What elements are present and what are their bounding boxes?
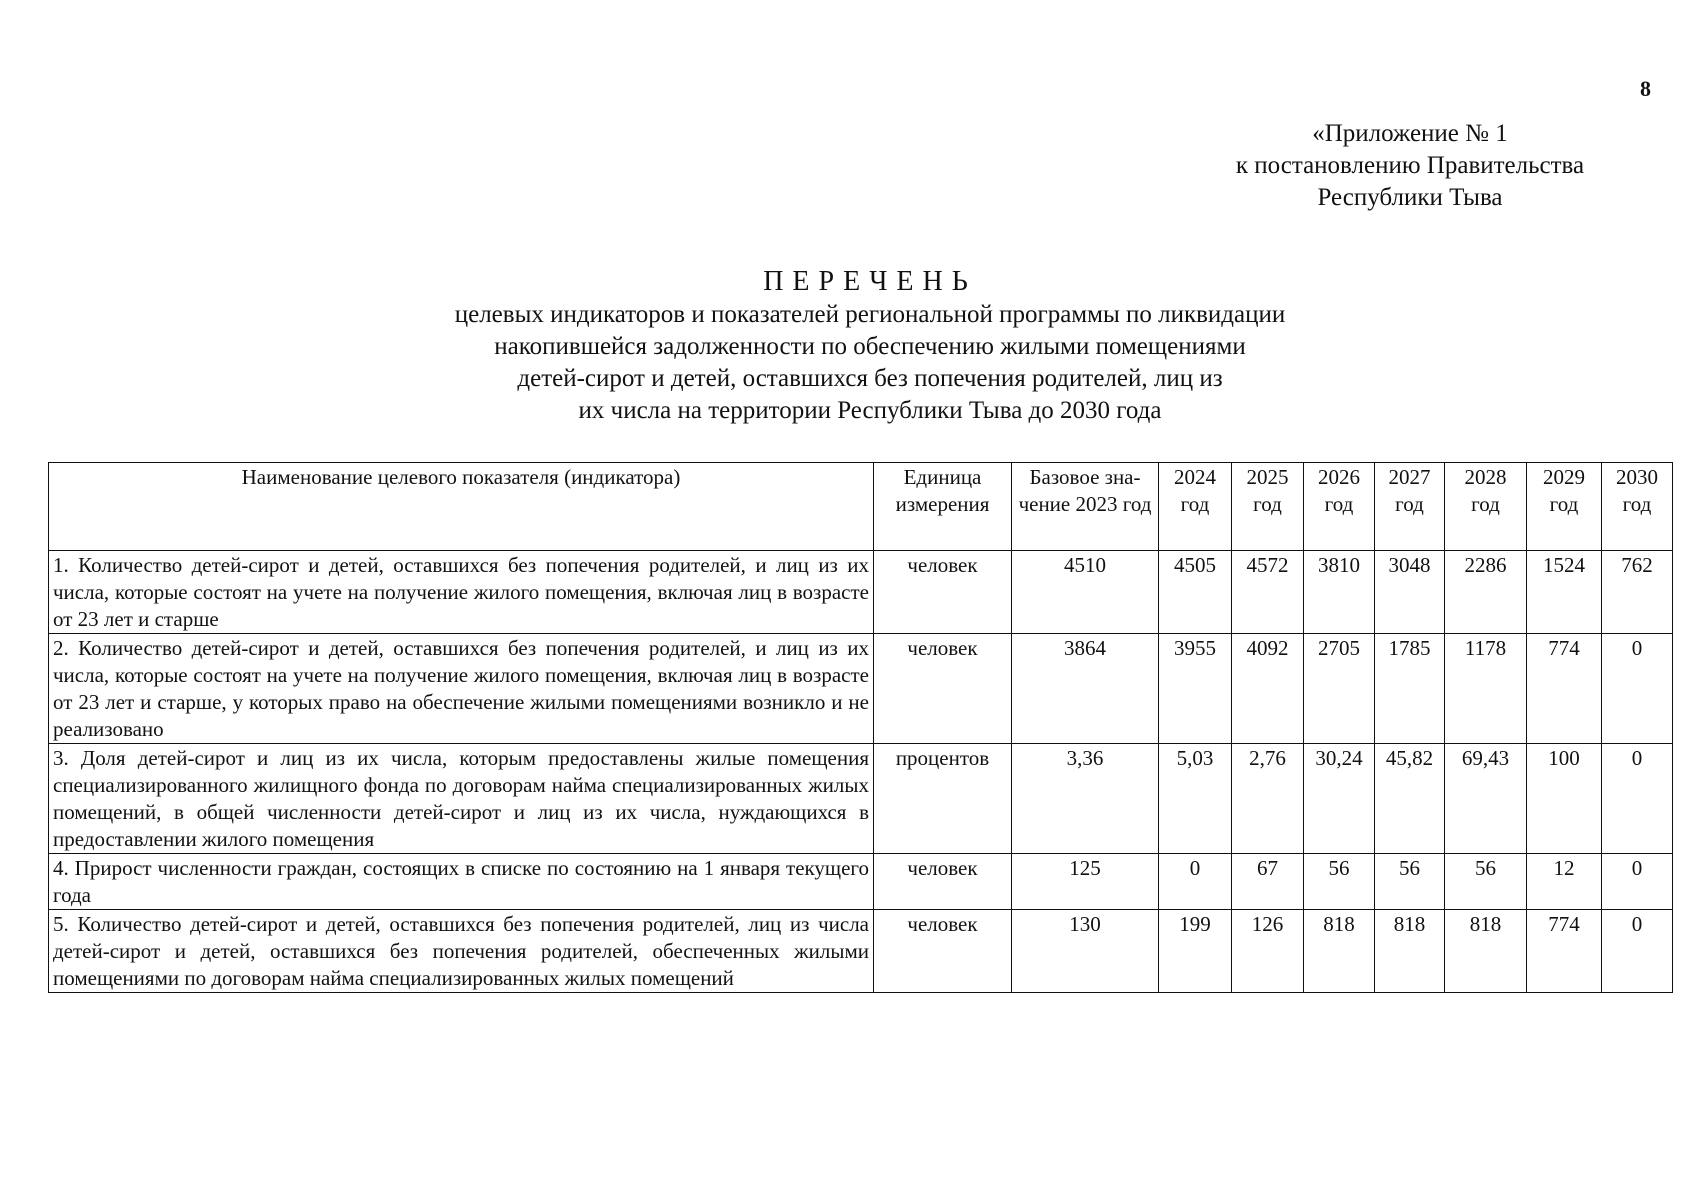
indicator-name: 5. Количество детей-сирот и детей, оставшихся без попечения родителей, лиц из числа детей-сирот и детей, оставшихся без попечения родителей, обеспеченных жилыми помещениями по договорам найма специализированных жилых помещений — [49, 910, 874, 993]
value-2030: 762 — [1602, 551, 1673, 634]
header-year-2027: 2027 год — [1375, 463, 1445, 551]
value-2024: 5,03 — [1159, 744, 1232, 854]
value-2024: 3955 — [1159, 634, 1232, 744]
header-unit: Единица измерения — [874, 463, 1012, 551]
value-2024: 0 — [1159, 854, 1232, 910]
value-base-2023: 130 — [1012, 910, 1159, 993]
indicator-unit: человек — [874, 854, 1012, 910]
value-2029: 100 — [1527, 744, 1602, 854]
appendix-line-3: Республики Тыва — [1317, 184, 1503, 211]
value-2026: 2705 — [1304, 634, 1375, 744]
value-2028: 2286 — [1445, 551, 1527, 634]
appendix-header — [1150, 118, 1670, 214]
value-2030: 0 — [1602, 744, 1673, 854]
header-year-2030: 2030 год — [1602, 463, 1673, 551]
value-base-2023: 125 — [1012, 854, 1159, 910]
title-line-4: их числа на территории Республики Тыва до 2030 года — [578, 397, 1162, 424]
appendix-line-2: к постановлению Правительства — [1235, 152, 1585, 179]
header-year-2024: 2024 год — [1159, 463, 1232, 551]
indicator-unit: человек — [874, 910, 1012, 993]
table-header-row — [49, 463, 1673, 551]
value-2030: 0 — [1602, 854, 1673, 910]
value-base-2023: 4510 — [1012, 551, 1159, 634]
header-base-value: Базовое зна-чение 2023 год — [1012, 463, 1159, 551]
indicator-name: 3. Доля детей-сирот и лиц из их числа, которым предоставлены жилые помещения специализированного жилищного фонда по договорам найма специализированных жилых помещений, в общей численности детей-сирот и лиц из их числа, нуждающихся в предоставлении жилого помещения — [49, 744, 874, 854]
indicator-name: 4. Прирост численности граждан, состоящих в списке по состоянию на 1 января текущего года — [49, 854, 874, 910]
header-year-2028: 2028 год — [1445, 463, 1527, 551]
value-2025: 4572 — [1232, 551, 1304, 634]
page-number: 8 — [1640, 76, 1651, 101]
header-year-2026: 2026 год — [1304, 463, 1375, 551]
value-2025: 2,76 — [1232, 744, 1304, 854]
value-2030: 0 — [1602, 910, 1673, 993]
value-2026: 30,24 — [1304, 744, 1375, 854]
value-2027: 818 — [1375, 910, 1445, 993]
value-2027: 56 — [1375, 854, 1445, 910]
value-2026: 818 — [1304, 910, 1375, 993]
value-2028: 56 — [1445, 854, 1527, 910]
value-2026: 56 — [1304, 854, 1375, 910]
value-2026: 3810 — [1304, 551, 1375, 634]
title-line-2: накопившейся задолженности по обеспечению жилыми помещениями — [494, 333, 1246, 360]
value-2024: 199 — [1159, 910, 1232, 993]
indicator-name: 2. Количество детей-сирот и детей, оставшихся без попечения родителей, и лиц из их числа, которые состоят на учете на получение жилого помещения, включая лиц в возрасте от 23 лет и старше, у которых право на обеспечение жилыми помещениями возникло и не реализовано — [49, 634, 874, 744]
value-2025: 67 — [1232, 854, 1304, 910]
title-line-3: детей-сирот и детей, оставшихся без попечения родителей, лиц из — [517, 365, 1223, 392]
value-2027: 1785 — [1375, 634, 1445, 744]
indicator-unit: человек — [874, 551, 1012, 634]
title-main: ПЕРЕЧЕНЬ — [763, 266, 977, 297]
table-row — [49, 744, 1673, 854]
indicator-unit: процентов — [874, 744, 1012, 854]
header-year-2025: 2025 год — [1232, 463, 1304, 551]
value-2028: 1178 — [1445, 634, 1527, 744]
value-2024: 4505 — [1159, 551, 1232, 634]
value-2028: 818 — [1445, 910, 1527, 993]
value-2029: 1524 — [1527, 551, 1602, 634]
value-2029: 774 — [1527, 910, 1602, 993]
indicator-name: 1. Количество детей-сирот и детей, оставшихся без попечения родителей, и лиц из их числа, которые состоят на учете на получение жилого помещения, включая лиц в возрасте от 23 лет и старше — [49, 551, 874, 634]
value-2025: 4092 — [1232, 634, 1304, 744]
header-indicator-name: Наименование целевого показателя (индикатора) — [49, 463, 874, 551]
document-title — [300, 265, 1440, 427]
table-row — [49, 634, 1673, 744]
indicators-table — [48, 462, 1673, 993]
value-2029: 12 — [1527, 854, 1602, 910]
table-row — [49, 551, 1673, 634]
table-row — [49, 910, 1673, 993]
value-2029: 774 — [1527, 634, 1602, 744]
value-base-2023: 3,36 — [1012, 744, 1159, 854]
value-2030: 0 — [1602, 634, 1673, 744]
value-2028: 69,43 — [1445, 744, 1527, 854]
value-2027: 3048 — [1375, 551, 1445, 634]
table-row — [49, 854, 1673, 910]
indicator-unit: человек — [874, 634, 1012, 744]
appendix-line-1: «Приложение № 1 — [1312, 120, 1508, 147]
header-year-2029: 2029 год — [1527, 463, 1602, 551]
value-2025: 126 — [1232, 910, 1304, 993]
value-2027: 45,82 — [1375, 744, 1445, 854]
title-line-1: целевых индикаторов и показателей региональной программы по ликвидации — [454, 301, 1286, 328]
value-base-2023: 3864 — [1012, 634, 1159, 744]
